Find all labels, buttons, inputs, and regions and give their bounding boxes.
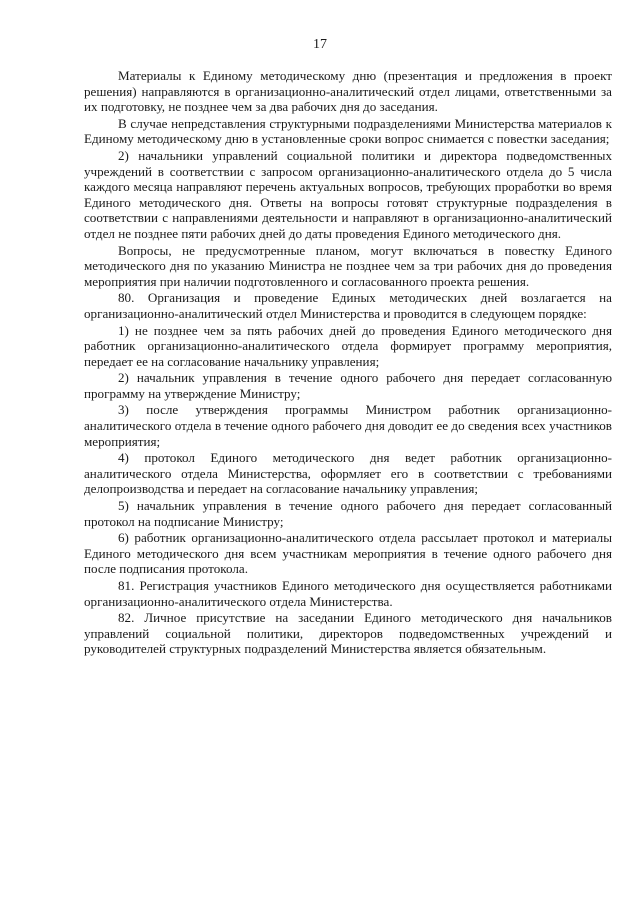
paragraph-materials-submission: Материалы к Единому методическому дню (презентация и предложения в проект решения) направляются в организационно-аналитический отдел лицами, ответственными за их подготовку, не позднее чем за два рабочих дня до заседания. [84, 68, 612, 115]
paragraph-item-2-topics-request: 2) начальники управлений социальной политики и директора подведомственных учреждений в соответствии с запросом организационно-аналитического отдела до 5 числа каждого месяца направляют перечень актуальных вопросов, требующих проработки во время Единого методического дня. Ответы на вопросы готовят структурные подразделения в соответствии с направлениями деятельности и направляют в организационно-аналитический отдел не позднее пяти рабочих дней до даты проведения Единого методического дня. [84, 147, 612, 241]
paragraph-clause-80-item-2: 2) начальник управления в течение одного рабочего дня передает согласованную программу на утверждение Министру; [84, 370, 612, 401]
paragraph-clause-80: 80. Организация и проведение Единых методических дней возлагается на организационно-аналитический отдел Министерства и проводится в следующем порядке: [84, 290, 612, 321]
paragraph-unplanned-questions: Вопросы, не предусмотренные планом, могут включаться в повестку Единого методического дня по указанию Министра не позднее чем за три рабочих дня до проведения мероприятия при наличии подготовленного и согласованного проекта решения. [84, 242, 612, 289]
paragraph-clause-81: 81. Регистрация участников Единого методического дня осуществляется работниками организационно-аналитического отдела Министерства. [84, 578, 612, 609]
paragraph-non-submission: В случае непредставления структурными подразделениями Министерства материалов к Единому методическому дню в установленные сроки вопрос снимается с повестки заседания; [84, 115, 612, 147]
document-body [84, 68, 612, 658]
paragraph-clause-80-item-5: 5) начальник управления в течение одного рабочего дня передает согласованный протокол на подписание Министру; [84, 498, 612, 529]
paragraph-clause-80-item-6: 6) работник организационно-аналитического отдела рассылает протокол и материалы Единого методического дня всем участникам мероприятия в течение одного рабочего дня после подписания протокола. [84, 530, 612, 577]
paragraph-clause-80-item-1: 1) не позднее чем за пять рабочих дней до проведения Единого методического дня работник организационно-аналитического отдела формирует программу мероприятия, передает ее на согласование начальнику управления; [84, 322, 612, 369]
paragraph-clause-80-item-3: 3) после утверждения программы Министром работник организационно-аналитического отдела в течение одного рабочего дня доводит ее до сведения всех участников мероприятия; [84, 402, 612, 449]
paragraph-clause-80-item-4: 4) протокол Единого методического дня ведет работник организационно-аналитического отдела Министерства, оформляет его в соответствии с требованиями делопроизводства и передает на согласование начальнику управления; [84, 450, 612, 497]
paragraph-clause-82: 82. Личное присутствие на заседании Единого методического дня начальников управлений социальной политики, директоров подведомственных учреждений и руководителей структурных подразделений Министерства является обязательным. [84, 610, 612, 657]
page-number: 17 [313, 37, 327, 52]
